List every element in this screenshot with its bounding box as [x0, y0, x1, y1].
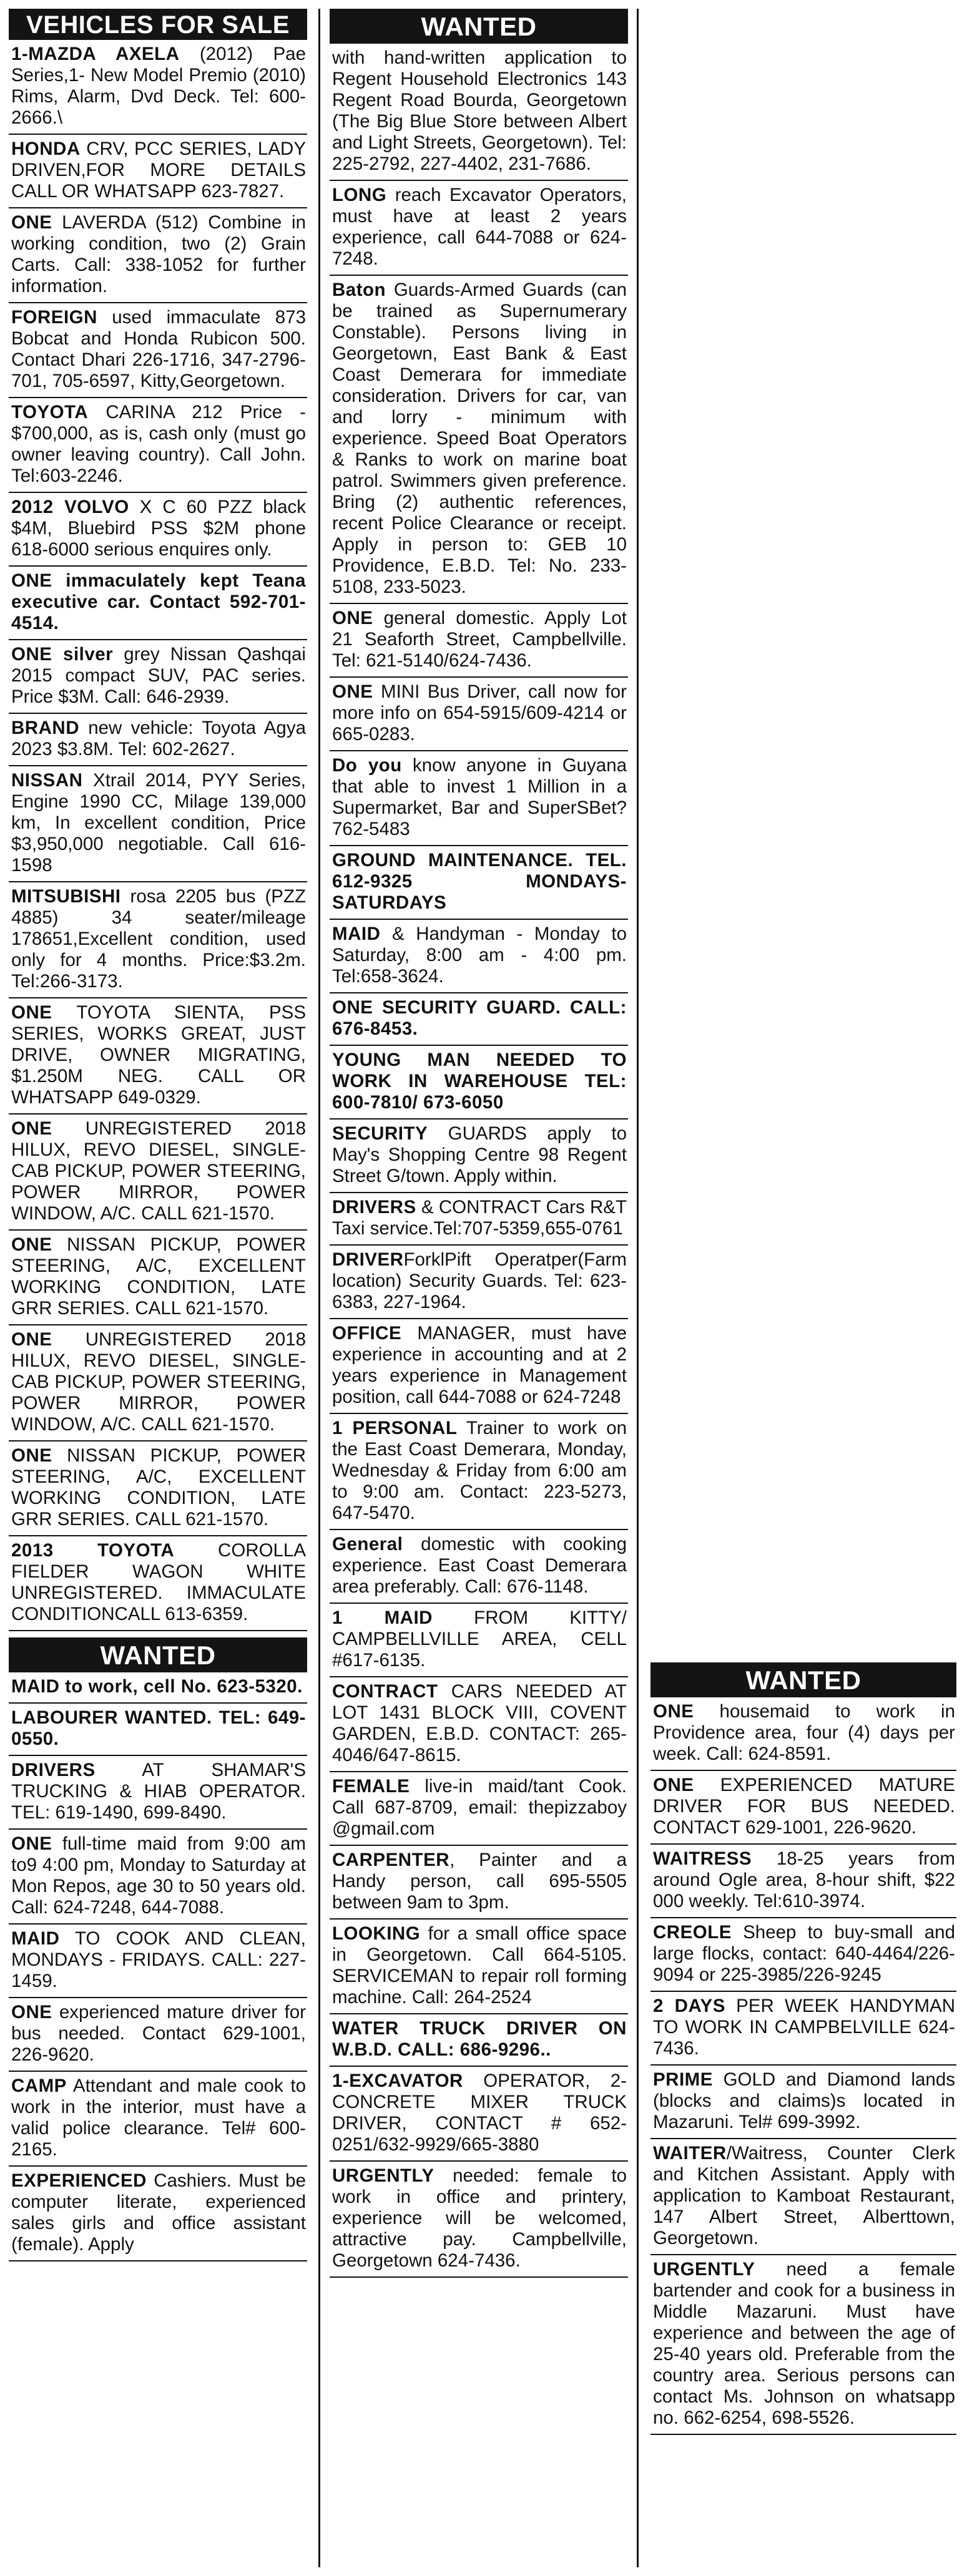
classified-ad: [9, 135, 307, 208]
section-banner-wanted: WANTED: [330, 9, 628, 44]
ad-text: 18-25 years from around Ogle area, 8-hour shift, $22 000 weekly. Tel:610-3974.: [653, 1848, 955, 1911]
classified-ad: [9, 208, 307, 303]
column-wanted-right: [650, 1662, 956, 2435]
ad-keyword: ONE: [11, 2002, 52, 2022]
ad-keyword: ONE: [653, 1701, 694, 1722]
ad-text: general domestic. Apply Lot 21 Seaforth Street, Campbellville. Tel: 621-5140/624-7436.: [332, 608, 627, 671]
classified-ad: [9, 766, 307, 882]
classified-ad: [9, 1756, 307, 1830]
ad-text: MANAGER, must have experience in accounting and at 2 years experience in Management position, call 644-7088 or 624-7248: [332, 1323, 627, 1407]
classified-ad: [650, 1992, 956, 2066]
wanted-ad-list: [650, 1697, 956, 2435]
ad-keyword: WAITRESS: [653, 1848, 752, 1869]
classified-ad: [330, 1772, 628, 1846]
classified-ad: [330, 2162, 628, 2278]
ad-text: full-time maid from 9:00 am to9 4:00 pm, Monday to Saturday at Mon Repos, age 30 to 50 years old. Call: 624-7248, 644-7088.: [11, 1833, 306, 1918]
ad-keyword: CREOLE: [653, 1922, 732, 1943]
classified-ad: [9, 640, 307, 714]
ad-text: CARINA 212 Price - $700,000, as is, cash only (must go owner leaving country). Call John. Tel:603-2246.: [11, 402, 306, 486]
section-banner-wanted: WANTED: [9, 1637, 307, 1672]
ad-text: Attendant and male cook to work in the interior, must have a valid police clearance. Tel# 600-2165.: [11, 2076, 306, 2160]
classified-ad: [330, 276, 628, 604]
column-vehicles: [9, 9, 307, 2261]
ad-text: new vehicle: Toyota Agya 2023 $3.8M. Tel: 602-2627.: [11, 718, 306, 759]
classified-ad: [9, 1325, 307, 1442]
ad-text: NISSAN PICKUP, POWER STEERING, A/C, EXCELLENT WORKING CONDITION, LATE GRR SERIES. CALL 621-1570.: [11, 1234, 306, 1319]
classified-ad: [9, 1704, 307, 1756]
classified-ad: [330, 678, 628, 751]
classified-ad: [330, 1530, 628, 1604]
ad-text: experienced mature driver for bus needed. Contact 629-1001, 226-9620.: [11, 2002, 306, 2065]
ad-text: Xtrail 2014, PYY Series, Engine 1990 CC, Milage 139,000 km, In excellent condition, Price $3,950,000 negotiable. Call 616-1598: [11, 770, 306, 876]
ad-keyword: 1-EXCAVATOR: [332, 2071, 463, 2091]
ad-keyword: 1 MAID: [332, 1608, 433, 1628]
ad-text: UNREGISTERED 2018 HILUX, REVO DIESEL, SINGLE-CAB PICKUP, POWER STEERING, POWER MIRROR, POWER WINDOW, A/C. CALL 621-1570.: [11, 1329, 306, 1435]
ad-text: Cashiers. Must be computer literate, experienced sales girls and office assistant (female). Apply: [11, 2170, 306, 2255]
classified-ad: [9, 40, 307, 135]
ad-text: CARS NEEDED AT LOT 1431 BLOCK VIII, COVENT GARDEN, E.B.D. CONTACT: 265-4046/647-8615.: [332, 1681, 627, 1765]
ad-text: CRV, PCC SERIES, LADY DRIVEN,FOR MORE DETAILS CALL OR WHATSAPP 623-7827.: [11, 139, 306, 202]
ad-keyword: 2012 VOLVO: [11, 497, 129, 517]
ad-text: Guards-Armed Guards (can be trained as Supernumerary Constable). Persons living in Georgetown, East Bank & East Coast Demerara for immediate consideration. Drivers for car, van and lorry - minimum with experience. Speed Boat Operators & Ranks to work on marine boat patrol. Swimmers given preference. Bring (2) authentic references, recent Police Clearance or receipt. Apply in person to: GEB 10 Providence, E.B.D. Tel: No. 233-5108, 233-5023.: [332, 280, 627, 597]
section-banner-wanted: WANTED: [650, 1662, 956, 1697]
classified-ad: [330, 604, 628, 678]
ad-keyword: 1-MAZDA AXELA: [11, 44, 180, 64]
ad-text: live-in maid/tant Cook. Call 687-8709, email: thepizzaboy @gmail.com: [332, 1776, 627, 1839]
classified-ad: [9, 303, 307, 398]
ad-keyword: CAMP: [11, 2076, 67, 2096]
ad-keyword: GROUND MAINTENANCE. TEL. 612-9325 MONDAYS-SATURDAYS: [332, 850, 627, 913]
ad-keyword: ONE: [11, 1118, 52, 1139]
classified-ad: [330, 1193, 628, 1246]
classified-ad: [330, 846, 628, 920]
ad-keyword: DRIVER: [332, 1249, 404, 1270]
classified-ad: [330, 1677, 628, 1772]
ad-text: know anyone in Guyana that able to invest 1 Million in a Supermarket, Bar and SuperSBet? 762-5483: [332, 755, 627, 839]
ad-keyword: CONTRACT: [332, 1681, 438, 1702]
column-divider: [318, 9, 320, 2567]
ad-keyword: MAID: [332, 924, 381, 944]
ad-keyword: LABOURER WANTED. TEL: 649-0550.: [11, 1707, 306, 1749]
ad-keyword: ONE silver: [11, 644, 114, 665]
ad-keyword: TOYOTA: [11, 402, 89, 422]
classified-ad: [330, 920, 628, 993]
classified-ad: [650, 1845, 956, 1918]
ad-keyword: ONE: [11, 1445, 52, 1466]
classified-ad: [330, 1319, 628, 1414]
ad-keyword: DRIVERS: [11, 1760, 96, 1780]
classified-ad: [330, 1846, 628, 1920]
classified-ad: [9, 2167, 307, 2261]
ad-text: needed: female to work in office and printery, experience will be welcomed, attractive pay. Campbellville, Georgetown 624-7436.: [332, 2165, 627, 2271]
classified-ad: [9, 1536, 307, 1631]
ad-keyword: HONDA: [11, 139, 81, 159]
ad-keyword: ONE: [11, 1329, 52, 1350]
ad-keyword: ONE: [11, 1002, 52, 1023]
ad-text: TOYOTA SIENTA, PSS SERIES, WORKS GREAT, JUST DRIVE, OWNER MIGRATING, $1.250M NEG. CALL OR WHATSAPP 649-0329.: [11, 1002, 306, 1108]
ad-keyword: Do you: [332, 755, 402, 776]
classified-ad: [330, 1046, 628, 1120]
ad-keyword: LONG: [332, 185, 387, 205]
ad-keyword: LOOKING: [332, 1923, 421, 1944]
ad-keyword: URGENTLY: [332, 2165, 434, 2186]
classified-ad: [650, 2139, 956, 2255]
ad-keyword: WAITER: [653, 2143, 727, 2164]
classified-ad: [9, 1231, 307, 1325]
section-banner-vehicles: VEHICLES FOR SALE: [9, 9, 307, 40]
classified-ad: [9, 2072, 307, 2167]
classified-ad: [330, 2067, 628, 2162]
classified-ad: [330, 1246, 628, 1319]
ad-keyword: WATER TRUCK DRIVER ON W.B.D. CALL: 686-9296..: [332, 2018, 627, 2060]
ad-text: with hand-written application to Regent Household Electronics 143 Regent Road Bourda, Georgetown (The Big Blue Store between Albert and Light Streets, Georgetown). Tel: 225-2792, 227-4402, 231-7686.: [332, 47, 627, 174]
ad-keyword: MITSUBISHI: [11, 886, 121, 907]
ad-keyword: BRAND: [11, 718, 80, 738]
classified-ad: [650, 1697, 956, 1771]
ad-keyword: ONE immaculately kept Teana executive car. Contact 592-701-4514.: [11, 570, 306, 633]
ad-keyword: EXPERIENCED: [11, 2170, 147, 2191]
ad-keyword: OFFICE: [332, 1323, 402, 1344]
ad-keyword: General: [332, 1534, 403, 1554]
ad-text: & Handyman - Monday to Saturday, 8:00 am - 4:00 pm. Tel:658-3624.: [332, 924, 627, 987]
classified-ad: [330, 2014, 628, 2067]
classified-ad: [9, 1998, 307, 2072]
classified-ad: [330, 181, 628, 276]
ad-keyword: ONE: [332, 681, 373, 702]
ad-text: X C 60 PZZ black $4M, Bluebird PSS $2M phone 618-6000 serious enquires only.: [11, 497, 306, 560]
ad-text: LAVERDA (512) Combine in working condition, two (2) Grain Carts. Call: 338-1052 for further information.: [11, 212, 306, 296]
classified-ad: [330, 1604, 628, 1677]
classified-ad: [9, 998, 307, 1115]
ad-keyword: MAID: [11, 1928, 60, 1949]
ad-text: rosa 2205 bus (PZZ 4885) 34 seater/mileage 178651,Excellent condition, used only for 4 months. Price:$3.2m. Tel:266-3173.: [11, 886, 306, 992]
ad-keyword: NISSAN: [11, 770, 83, 791]
ad-text: MINI Bus Driver, call now for more info on 654-5915/609-4214 or 665-0283.: [332, 681, 627, 744]
ad-text: grey Nissan Qashqai 2015 compact SUV, PAC series. Price $3M. Call: 646-2939.: [11, 644, 306, 707]
ad-text: EXPERIENCED MATURE DRIVER FOR BUS NEEDED. CONTACT 629-1001, 226-9620.: [653, 1775, 955, 1838]
ad-keyword: MAID to work, cell No. 623-5320.: [11, 1676, 303, 1697]
wanted-ad-list: [9, 1672, 307, 2261]
classified-ad: [330, 993, 628, 1046]
column-wanted: [330, 9, 628, 2278]
classified-ad: [9, 493, 307, 567]
ad-text: OPERATOR, 2- CONCRETE MIXER TRUCK DRIVER, CONTACT # 652-0251/632-9929/665-3880: [332, 2071, 627, 2155]
ad-keyword: FOREIGN: [11, 307, 97, 328]
classified-ad: [650, 1771, 956, 1845]
ad-text: (2012) Pae Series,1- New Model Premio (2010) Rims, Alarm, Dvd Deck. Tel: 600-2666.\: [11, 44, 306, 128]
classified-ad: [330, 1120, 628, 1193]
classified-ad: [330, 1414, 628, 1530]
ad-text: used immaculate 873 Bobcat and Honda Rubicon 500. Contact Dhari 226-1716, 347-2796-701, 705-6597, Kitty,Georgetown.: [11, 307, 306, 391]
ad-keyword: ONE: [11, 1234, 52, 1255]
ad-text: reach Excavator Operators, must have at least 2 years experience, call 644-7088 or 624-7248.: [332, 185, 627, 269]
classified-ad: [650, 2066, 956, 2139]
column-divider: [637, 9, 639, 2567]
ad-keyword: SECURITY: [332, 1123, 428, 1144]
ad-text: Sheep to buy-small and large flocks, contact: 640-4464/226-9094 or 225-3985/226-9245: [653, 1922, 955, 1985]
classified-ad: [9, 1672, 307, 1704]
ad-text: need a female bartender and cook for a business in Middle Mazaruni. Must have experience and between the age of 25-40 years old. Preferable from the country area. Serious persons can contact Ms. Johnson on whatsapp no. 662-6254, 698-5526.: [653, 2259, 955, 2428]
ad-text: GOLD and Diamond lands (blocks and claims)s located in Mazaruni. Tel# 699-3992.: [653, 2069, 955, 2132]
ad-text: housemaid to work in Providence area, four (4) days per week. Call: 624-8591.: [653, 1701, 955, 1764]
classified-ad: [9, 1442, 307, 1536]
ad-keyword: FEMALE: [332, 1776, 410, 1797]
ad-text: UNREGISTERED 2018 HILUX, REVO DIESEL, SINGLE-CAB PICKUP, POWER STEERING, POWER MIRROR, POWER WINDOW, A/C. CALL 621-1570.: [11, 1118, 306, 1224]
classified-ad: [9, 1925, 307, 1998]
classified-ad: [330, 1920, 628, 2014]
wanted-ad-list: [330, 44, 628, 2278]
classified-ad: [9, 1830, 307, 1925]
classified-ad: [650, 2255, 956, 2435]
ad-keyword: PRIME: [653, 2069, 713, 2090]
classified-ad: [9, 882, 307, 998]
ad-keyword: CARPENTER: [332, 1850, 450, 1870]
ad-text: , Painter and a Handy person, call 695-5505 between 9am to 3pm.: [332, 1850, 627, 1913]
classified-ad: [330, 751, 628, 846]
classified-ad: [9, 714, 307, 766]
ad-keyword: ONE SECURITY GUARD. CALL: 676-8453.: [332, 997, 627, 1039]
ad-text: & CONTRACT Cars R&T Taxi service.Tel:707-5359,655-0761: [332, 1197, 627, 1239]
ad-keyword: ONE: [11, 1833, 52, 1854]
ad-text: TO COOK AND CLEAN, MONDAYS - FRIDAYS. CALL: 227-1459.: [11, 1928, 306, 1991]
ad-keyword: Baton: [332, 280, 386, 300]
ad-keyword: 2 DAYS: [653, 1996, 725, 2016]
ad-keyword: ONE: [332, 608, 373, 628]
ad-keyword: 2013 TOYOTA: [11, 1540, 175, 1561]
ad-keyword: YOUNG MAN NEEDED TO WORK IN WAREHOUSE TEL: 600-7810/ 673-6050: [332, 1050, 627, 1113]
ad-text: AT SHAMAR'S TRUCKING & HIAB OPERATOR. TEL: 619-1490, 699-8490.: [11, 1760, 306, 1823]
ad-text: ForklPift Operatper(Farm location) Security Guards. Tel: 623-6383, 227-1964.: [332, 1249, 627, 1312]
ad-text: Trainer to work on the East Coast Demerara, Monday, Wednesday & Friday from 6:00 am to 9:00 am. Contact: 223-5273, 647-5470.: [332, 1418, 627, 1523]
ad-text: PER WEEK HANDYMAN TO WORK IN CAMPBELVILLE 624-7436.: [653, 1996, 955, 2059]
ad-text: GUARDS apply to May's Shopping Centre 98 Regent Street G/town. Apply within.: [332, 1123, 627, 1186]
ad-keyword: ONE: [11, 212, 52, 233]
ad-text: domestic with cooking experience. East Coast Demerara area preferably. Call: 676-1148.: [332, 1534, 627, 1597]
ad-text: NISSAN PICKUP, POWER STEERING, A/C, EXCELLENT WORKING CONDITION, LATE GRR SERIES. CALL 621-1570.: [11, 1445, 306, 1530]
ad-text: FROM KITTY/ CAMPBELLVILLE AREA, CELL #617-6135.: [332, 1608, 627, 1671]
classified-ad: [330, 44, 628, 181]
ad-text: for a small office space in Georgetown. Call 664-5105. SERVICEMAN to repair roll forming machine. Call: 264-2524: [332, 1923, 627, 2008]
ad-text: /Waitress, Counter Clerk and Kitchen Assistant. Apply with application to Kamboat Restaurant, 147 Albert Street, Alberttown, Georgetown.: [653, 2143, 955, 2248]
classified-ad: [9, 1115, 307, 1231]
classified-ad: [650, 1918, 956, 1992]
classified-ad: [9, 567, 307, 640]
vehicle-ad-list: [9, 40, 307, 1631]
classified-ad: [9, 398, 307, 493]
ad-keyword: URGENTLY: [653, 2259, 755, 2280]
ad-text: COROLLA FIELDER WAGON WHITE UNREGISTERED. IMMACULATE CONDITIONCALL 613-6359.: [11, 1540, 307, 1624]
ad-keyword: 1 PERSONAL: [332, 1418, 458, 1438]
ad-keyword: ONE: [653, 1775, 694, 1795]
ad-keyword: DRIVERS: [332, 1197, 416, 1217]
